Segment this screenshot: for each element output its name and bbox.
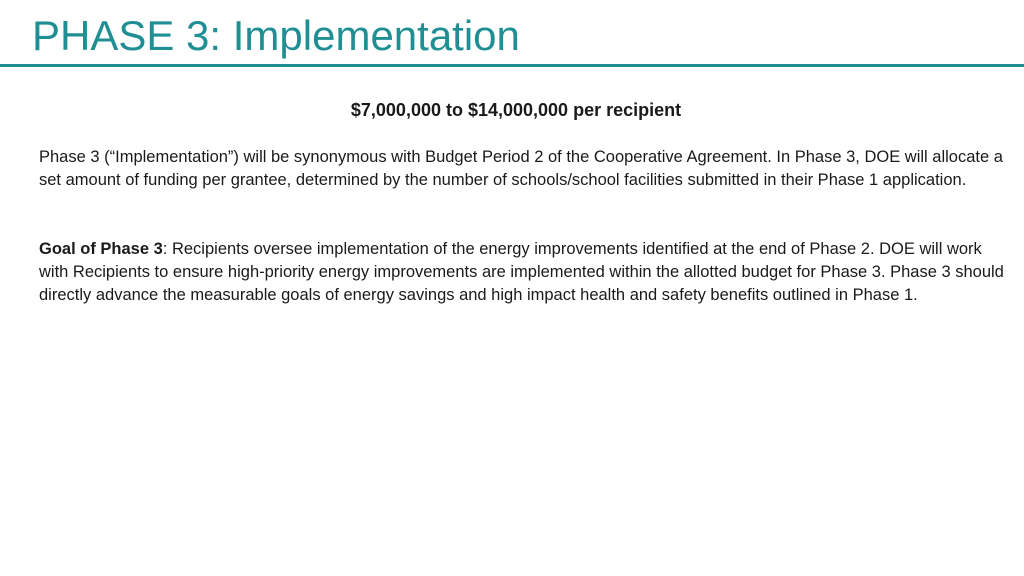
phase-description-paragraph: Phase 3 (“Implementation”) will be synonymous with Budget Period 2 of the Cooperative Agreement. In Phase 3, DOE will allocate a set amount of funding per grantee, determined by the number of schools/school facilities submitted in their Phase 1 application. xyxy=(39,148,1003,189)
goal-text: : Recipients oversee implementation of the energy improvements identified at the end of Phase 2. DOE will work with Recipients to ensure high-priority energy improvements are implemented within the allotted budget for Phase 3. Phase 3 should directly advance the measurable goals of energy savings and high impact health and safety benefits outlined in Phase 1. xyxy=(39,240,1004,304)
slide-title: PHASE 3: Implementation xyxy=(32,12,520,59)
funding-range-heading: $7,000,000 to $14,000,000 per recipient xyxy=(350,100,682,120)
goal-label: Goal of Phase 3 xyxy=(39,240,163,258)
title-divider xyxy=(0,64,1024,67)
goal-paragraph xyxy=(39,238,1007,307)
